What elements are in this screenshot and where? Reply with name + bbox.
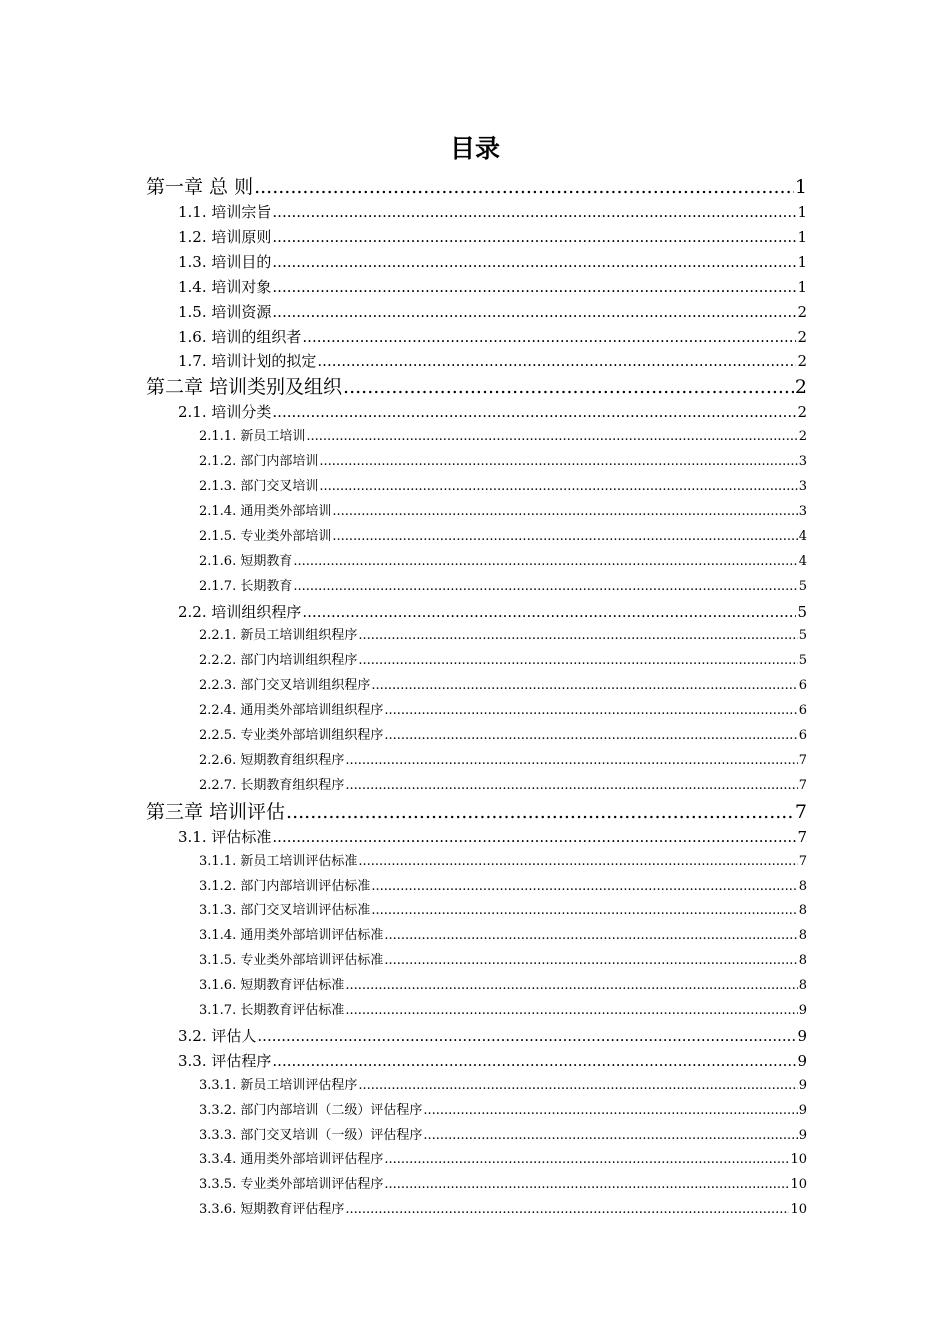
toc-dot-leader xyxy=(358,649,797,673)
toc-entry-label: 3.1.7. 长期教育评估标准 xyxy=(199,1003,345,1018)
toc-entry-level-3[interactable] xyxy=(199,500,807,524)
toc-dot-leader xyxy=(332,500,797,524)
toc-dot-leader xyxy=(423,1099,797,1123)
toc-entry-label: 2.1.1. 新员工培训 xyxy=(199,429,306,445)
toc-entry-level-2[interactable] xyxy=(178,200,807,224)
toc-page-number: 4 xyxy=(798,528,807,544)
toc-entry-level-3[interactable] xyxy=(199,949,807,973)
toc-entry-level-3[interactable] xyxy=(199,724,807,748)
toc-page-number: 9 xyxy=(797,1026,807,1045)
toc-entry-level-2[interactable] xyxy=(178,275,807,299)
toc-page-number: 9 xyxy=(797,1051,807,1070)
toc-entry-level-2[interactable] xyxy=(178,600,807,624)
toc-dot-leader xyxy=(384,1173,789,1197)
toc-page-number: 7 xyxy=(794,800,807,823)
toc-entry-level-1[interactable] xyxy=(146,374,807,400)
toc-entry-label: 3.1.1. 新员工培训评估标准 xyxy=(199,853,358,869)
toc-entry-label: 2.2.2. 部门内培训组织程序 xyxy=(199,653,358,669)
toc-dot-leader xyxy=(345,999,797,1023)
toc-page-number: 7 xyxy=(798,752,807,768)
toc-page-number: 10 xyxy=(790,1152,807,1168)
toc-entry-level-3[interactable] xyxy=(199,674,807,698)
toc-dot-leader xyxy=(319,450,797,474)
toc-entry-label: 2.2.3. 部门交叉培训组织程序 xyxy=(199,678,371,694)
toc-entry-label: 2.1.5. 专业类外部培训 xyxy=(199,528,332,544)
toc-entry-level-3[interactable] xyxy=(199,1124,807,1148)
toc-dot-leader xyxy=(384,949,797,973)
toc-dot-leader xyxy=(293,575,797,599)
toc-entry-label: 2.1.3. 部门交叉培训 xyxy=(199,479,319,494)
toc-entry-label: 2.1.7. 长期教育 xyxy=(199,578,293,594)
toc-page-number: 2 xyxy=(797,352,807,371)
toc-entry-level-3[interactable] xyxy=(199,850,807,874)
toc-entry-label: 3.3.4. 通用类外部培训评估程序 xyxy=(199,1152,384,1168)
toc-entry-level-2[interactable] xyxy=(178,1049,807,1073)
toc-entry-label: 2.2.4. 通用类外部培训组织程序 xyxy=(199,703,384,719)
toc-page-number: 6 xyxy=(798,678,807,694)
toc-dot-leader xyxy=(272,225,796,249)
toc-page-number: 9 xyxy=(798,1003,807,1018)
toc-dot-leader xyxy=(345,774,797,798)
toc-page-number: 8 xyxy=(798,953,807,969)
toc-entry-level-3[interactable] xyxy=(199,1099,807,1123)
toc-page-number: 3 xyxy=(798,479,807,494)
toc-dot-leader xyxy=(302,325,796,349)
toc-page-number: 5 xyxy=(798,628,807,644)
toc-entry-label: 1.2. 培训原则 xyxy=(178,227,272,246)
toc-dot-leader xyxy=(286,799,794,825)
toc-entry-label: 3.1.6. 短期教育评估标准 xyxy=(199,978,345,994)
toc-page-number: 2 xyxy=(797,403,807,422)
toc-entry-label: 2.2.1. 新员工培训组织程序 xyxy=(199,628,358,644)
toc-entry-label: 2.1.6. 短期教育 xyxy=(199,553,293,569)
toc-entry-level-3[interactable] xyxy=(199,624,807,648)
toc-entry-level-3[interactable] xyxy=(199,1198,807,1222)
toc-entry-label: 1.7. 培训计划的拟定 xyxy=(178,352,317,371)
toc-dot-leader xyxy=(371,674,797,698)
toc-entry-level-3[interactable] xyxy=(199,974,807,998)
toc-entry-label: 2.1. 培训分类 xyxy=(178,403,272,422)
toc-dot-leader xyxy=(302,600,796,624)
toc-entry-label: 3.3. 评估程序 xyxy=(178,1051,272,1070)
toc-entry-level-3[interactable] xyxy=(199,649,807,673)
toc-entry-label: 第三章 培训评估 xyxy=(146,800,286,823)
toc-entry-level-2[interactable] xyxy=(178,1024,807,1048)
toc-entry-label: 2.1.2. 部门内部培训 xyxy=(199,454,319,470)
toc-page-number: 1 xyxy=(797,227,807,246)
toc-entry-label: 1.3. 培训目的 xyxy=(178,252,272,271)
toc-page-number: 3 xyxy=(798,503,807,519)
toc-entry-level-3[interactable] xyxy=(199,450,807,474)
toc-entry-level-1[interactable] xyxy=(146,799,807,825)
toc-page-number: 9 xyxy=(798,1077,807,1093)
toc-dot-leader xyxy=(358,1074,797,1098)
toc-entry-label: 2.2.7. 长期教育组织程序 xyxy=(199,777,345,793)
toc-page-number: 7 xyxy=(797,827,807,846)
toc-page-number: 1 xyxy=(797,277,807,296)
toc-page-number: 2 xyxy=(797,302,807,321)
toc-entry-label: 2.2.5. 专业类外部培训组织程序 xyxy=(199,728,384,743)
toc-entry-level-3[interactable] xyxy=(199,999,807,1023)
toc-page-number: 6 xyxy=(798,703,807,719)
toc-page-number: 5 xyxy=(797,602,807,621)
toc-entry-label: 3.1.2. 部门内部培训评估标准 xyxy=(199,878,371,894)
toc-entry-label: 3.3.3. 部门交叉培训（一级）评估程序 xyxy=(199,1127,423,1143)
toc-entry-label: 1.5. 培训资源 xyxy=(178,302,272,321)
toc-entry-level-3[interactable] xyxy=(199,875,807,899)
toc-dot-leader xyxy=(319,475,797,499)
toc-entry-label: 第二章 培训类别及组织 xyxy=(146,376,343,399)
toc-entry-level-3[interactable] xyxy=(199,1074,807,1098)
toc-dot-leader xyxy=(272,250,796,274)
toc-entry-level-3[interactable] xyxy=(199,1148,807,1172)
toc-dot-leader xyxy=(358,850,797,874)
toc-page-number: 8 xyxy=(798,878,807,894)
toc-dot-leader xyxy=(272,275,796,299)
toc-page-number: 2 xyxy=(794,376,807,399)
toc-page-number: 5 xyxy=(798,578,807,594)
toc-page-number: 8 xyxy=(798,978,807,994)
toc-dot-leader xyxy=(384,699,797,723)
toc-entry-label: 3.3.2. 部门内部培训（二级）评估程序 xyxy=(199,1102,423,1118)
toc-page-number: 5 xyxy=(798,653,807,669)
toc-entry-level-2[interactable] xyxy=(178,250,807,274)
toc-entry-label: 3.2. 评估人 xyxy=(178,1026,257,1045)
toc-page-number: 7 xyxy=(798,777,807,793)
toc-entry-label: 3.1.5. 专业类外部培训评估标准 xyxy=(199,953,384,969)
toc-entry-level-2[interactable] xyxy=(178,825,807,849)
toc-dot-leader xyxy=(272,300,796,324)
toc-entry-level-3[interactable] xyxy=(199,699,807,723)
toc-entry-level-3[interactable] xyxy=(199,550,807,574)
toc-entry-label: 3.1. 评估标准 xyxy=(178,827,272,846)
toc-entry-label: 1.1. 培训宗旨 xyxy=(178,203,272,221)
toc-entry-level-3[interactable] xyxy=(199,525,807,549)
toc-dot-leader xyxy=(345,1198,789,1222)
toc-entry-label: 3.1.4. 通用类外部培训评估标准 xyxy=(199,928,384,944)
toc-dot-leader xyxy=(272,200,796,224)
toc-dot-leader xyxy=(272,1049,796,1073)
toc-page-number: 7 xyxy=(798,853,807,869)
toc-page-number: 1 xyxy=(797,252,807,271)
toc-dot-leader xyxy=(384,924,797,948)
toc-dot-leader xyxy=(272,400,796,424)
toc-page-number: 4 xyxy=(798,553,807,569)
toc-entry-label: 3.3.5. 专业类外部培训评估程序 xyxy=(199,1177,384,1193)
toc-entry-label: 2.1.4. 通用类外部培训 xyxy=(199,503,332,519)
toc-dot-leader xyxy=(254,174,794,200)
toc-entry-level-3[interactable] xyxy=(199,575,807,599)
toc-entry-level-2[interactable] xyxy=(178,325,807,349)
toc-entry-level-3[interactable] xyxy=(199,749,807,773)
toc-title: 目录 xyxy=(449,134,500,163)
toc-dot-leader xyxy=(371,899,797,923)
toc-dot-leader xyxy=(384,1148,789,1172)
toc-entry-level-2[interactable] xyxy=(178,300,807,324)
toc-page-number: 1 xyxy=(797,203,807,221)
toc-dot-leader xyxy=(423,1124,797,1148)
toc-dot-leader xyxy=(384,724,797,748)
toc-dot-leader xyxy=(343,374,794,400)
toc-entry-label: 1.6. 培训的组织者 xyxy=(178,327,302,346)
toc-page-number: 8 xyxy=(798,903,807,919)
toc-page-number: 9 xyxy=(798,1102,807,1118)
toc-entry-level-3[interactable] xyxy=(199,425,807,449)
toc-entry-level-3[interactable] xyxy=(199,924,807,948)
toc-entry-level-3[interactable] xyxy=(199,774,807,798)
toc-dot-leader xyxy=(306,425,797,449)
toc-dot-leader xyxy=(272,825,796,849)
toc-dot-leader xyxy=(332,525,797,549)
toc-dot-leader xyxy=(257,1024,796,1048)
toc-page-number: 3 xyxy=(798,454,807,470)
toc-entry-label: 3.3.1. 新员工培训评估程序 xyxy=(199,1077,358,1093)
toc-page-number: 6 xyxy=(798,728,807,743)
toc-entry-level-2[interactable] xyxy=(178,349,807,373)
toc-dot-leader xyxy=(371,875,797,899)
toc-dot-leader xyxy=(293,550,797,574)
toc-dot-leader xyxy=(345,974,797,998)
toc-entry-label: 1.4. 培训对象 xyxy=(178,277,272,296)
toc-entry-level-3[interactable] xyxy=(199,1173,807,1197)
toc-page-number: 8 xyxy=(798,928,807,944)
toc-dot-leader xyxy=(358,624,797,648)
toc-page-number: 2 xyxy=(797,327,807,346)
toc-entry-level-3[interactable] xyxy=(199,475,807,499)
toc-entry-level-2[interactable] xyxy=(178,225,807,249)
toc-dot-leader xyxy=(345,749,797,773)
toc-entry-label: 2.2.6. 短期教育组织程序 xyxy=(199,752,345,768)
toc-entry-level-2[interactable] xyxy=(178,400,807,424)
toc-page-number: 10 xyxy=(790,1202,807,1218)
toc-entry-level-1[interactable] xyxy=(146,174,807,200)
toc-dot-leader xyxy=(317,349,796,373)
toc-entry-label: 2.2. 培训组织程序 xyxy=(178,602,302,621)
toc-entry-label: 3.1.3. 部门交叉培训评估标准 xyxy=(199,903,371,919)
toc-page-number: 1 xyxy=(794,176,807,198)
toc-page-number: 10 xyxy=(790,1177,807,1193)
toc-page-number: 2 xyxy=(798,429,807,445)
toc-page-number: 9 xyxy=(798,1127,807,1143)
toc-entry-label: 3.3.6. 短期教育评估程序 xyxy=(199,1202,345,1218)
toc-entry-label: 第一章 总 则 xyxy=(146,176,254,198)
toc-entry-level-3[interactable] xyxy=(199,899,807,923)
